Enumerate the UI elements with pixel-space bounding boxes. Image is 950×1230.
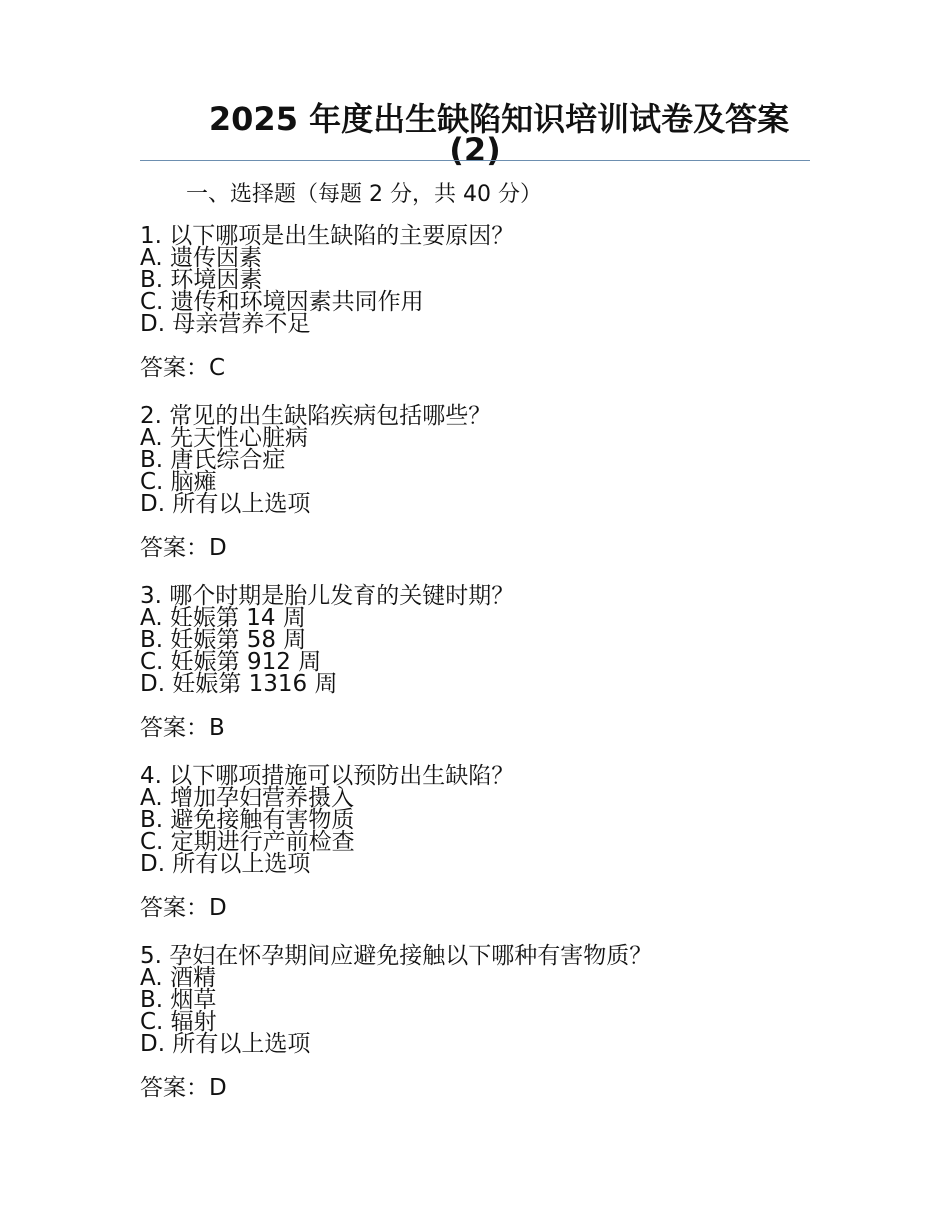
option-c: C. 脑瘫 — [140, 469, 217, 495]
question-list — [140, 225, 840, 1125]
option-d: D. 所有以上选项 — [140, 491, 311, 517]
question-text: 5. 孕妇在怀孕期间应避免接触以下哪种有害物质？ — [140, 943, 653, 969]
option-b: B. 环境因素 — [140, 267, 263, 293]
question-3 — [140, 585, 840, 743]
question-4 — [140, 765, 840, 923]
question-1 — [140, 225, 840, 383]
option-c: C. 妊娠第 912 周 — [140, 649, 322, 675]
answer: 答案：D — [140, 895, 227, 921]
question-text: 3. 哪个时期是胎儿发育的关键时期？ — [140, 583, 515, 609]
question-5 — [140, 945, 840, 1103]
option-a: A. 遗传因素 — [140, 245, 262, 271]
option-b: B. 烟草 — [140, 987, 217, 1013]
option-b: B. 避免接触有害物质 — [140, 807, 355, 833]
option-c: C. 辐射 — [140, 1009, 217, 1035]
question-text: 4. 以下哪项措施可以预防出生缺陷？ — [140, 763, 515, 789]
option-a: A. 妊娠第 14 周 — [140, 605, 306, 631]
option-d: D. 所有以上选项 — [140, 851, 311, 877]
title-line-1: 2025 年度出生缺陷知识培训试卷及答案 — [208, 100, 790, 138]
answer: 答案：D — [140, 535, 227, 561]
document-title — [140, 100, 810, 169]
option-c: C. 定期进行产前检查 — [140, 829, 355, 855]
option-c: C. 遗传和环境因素共同作用 — [140, 289, 424, 315]
question-text: 1. 以下哪项是出生缺陷的主要原因？ — [140, 223, 515, 249]
option-d: D. 所有以上选项 — [140, 1031, 311, 1057]
title-line-2: (2) — [449, 131, 501, 169]
answer: 答案：D — [140, 1075, 227, 1101]
answer: 答案：B — [140, 715, 225, 741]
title-divider — [140, 160, 810, 161]
answer: 答案：C — [140, 355, 226, 381]
section-heading: 一、选择题（每题 2 分，共 40 分） — [186, 182, 542, 207]
option-a: A. 先天性心脏病 — [140, 425, 308, 451]
option-d: D. 母亲营养不足 — [140, 311, 311, 337]
option-d: D. 妊娠第 1316 周 — [140, 671, 338, 697]
option-b: B. 妊娠第 58 周 — [140, 627, 307, 653]
question-2 — [140, 405, 840, 563]
option-b: B. 唐氏综合症 — [140, 447, 286, 473]
option-a: A. 增加孕妇营养摄入 — [140, 785, 354, 811]
question-text: 2. 常见的出生缺陷疾病包括哪些？ — [140, 403, 492, 429]
option-a: A. 酒精 — [140, 965, 216, 991]
